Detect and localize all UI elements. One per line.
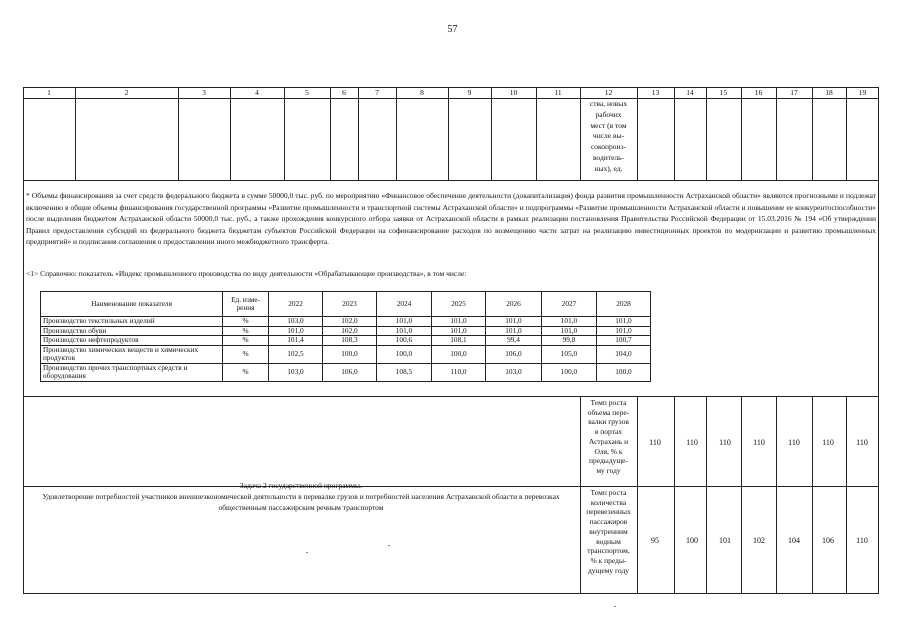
passenger-value: 95 (651, 536, 659, 545)
reference-note: <1> Справочно: показатель «Индекс промышленного производства по виду деятельности «Обрабатывающие производства», в том числе: (26, 269, 467, 278)
column-line (812, 396, 813, 594)
column-line (674, 87, 675, 180)
column-line (846, 396, 847, 594)
cargo-value: 110 (686, 438, 698, 447)
passenger-value: 106 (822, 536, 834, 545)
table-row: Производство прочих транспортных средств и оборудования % 103,0 106,0 108,5 110,0 103,0 100,0 100,0 (41, 363, 651, 381)
passenger-value: 102 (753, 536, 765, 545)
column-line (812, 87, 813, 180)
task-2-block (23, 480, 579, 513)
column-number: 14 (686, 88, 694, 97)
column-number: 13 (651, 88, 660, 97)
scan-speck (306, 552, 308, 553)
column-number: 18 (825, 88, 833, 97)
indicator-label-passengers: Темп роста количества перевезенных пассажиров внутренним водным транспортом, % к преды- дущему году (586, 488, 631, 575)
column-line (637, 87, 638, 180)
column-line (706, 396, 707, 594)
column-line (178, 87, 179, 180)
cargo-value: 110 (856, 438, 868, 447)
column-number: 3 (202, 88, 206, 97)
column-line (536, 87, 537, 180)
task-description: Удовлетворение потребностей участников внешнеэкономической деятельности в перевалке грузов и потребностей населения Астраханской области в перевозках общественным пассажирским речным транспортом (42, 492, 560, 512)
column-number: 12 (604, 88, 613, 97)
cargo-value: 110 (788, 438, 800, 447)
passenger-value: 100 (686, 536, 698, 545)
column-number: 7 (375, 88, 379, 97)
column-line (230, 87, 231, 180)
column-line (448, 87, 449, 180)
indicator-table-header: Наименование показателя Ед. изме-рения 2022 2023 2024 2025 2026 2027 2028 (41, 292, 651, 317)
column-number: 10 (509, 88, 518, 97)
column-line (776, 87, 777, 180)
column-line (637, 396, 638, 594)
column-number: 5 (305, 88, 309, 97)
column-number: 1 (47, 88, 51, 97)
column-number: 17 (790, 88, 798, 97)
scan-speck (614, 606, 616, 607)
table-row: Производство химических веществ и химических продуктов % 102,5 100,0 100,0 100,0 106,0 105,0 104,0 (41, 345, 651, 363)
column-line (330, 87, 331, 180)
table-row: Производство текстильных изделий % 103,0 102,0 101,0 101,0 101,0 101,0 101,0 (41, 317, 651, 327)
column-12-continuation: ства, новых рабочих мест (в том числе вы- сокопроиз- водитель- ных), ед. (589, 99, 628, 173)
task-title: Задача 2 государственной программы. (240, 481, 362, 490)
column-line (358, 87, 359, 180)
table-row: Производство нефтепродуктов % 101,4 108,3 100,6 108,1 99,4 99,8 100,7 (41, 336, 651, 346)
column-line (491, 87, 492, 180)
passenger-value: 104 (788, 536, 800, 545)
indicator-label-cargo: Темп роста объема пере- валки грузов в портах Астрахань и Оля, % к предыдуще- му году (587, 398, 630, 475)
column-number: 9 (467, 88, 472, 97)
cargo-value: 110 (719, 438, 731, 447)
column-line (396, 87, 397, 180)
passenger-value: 110 (856, 536, 868, 545)
column-line (674, 396, 675, 594)
cargo-value: 110 (753, 438, 765, 447)
row-line (23, 98, 879, 99)
row-line (23, 396, 879, 397)
indicator-table (40, 291, 651, 382)
column-line (75, 87, 76, 180)
column-number: 2 (124, 88, 129, 97)
funding-footnote: * Объемы финансирования за счет средств федерального бюджета в сумме 50000,0 тыс. руб. по мероприятию «Финансовое обеспечение деятельности (докапитализация) фонда развития промышленности Астраханской области» являются прогнозными и подлежат включению в общие объемы финансирования государственной программы «Развитие промышленности и транспортной системы Астраханской области» и подпрограммы «Развитие промышленности Астраханской области и повышение ее конкурентоспособности» после выделения бюджетом Астраханской области 50000,0 тыс. руб., а также прохождения конкурсного отбора заявки от Астраханской области в рамках реализации постановления Правительства Российской Федерации от 15.03.2016 № 194 «Об утверждении Правил предоставления субсидий из федерального бюджета бюджетам субъектов Российской Федерации на софинансирование расходов по возмещению части затрат на реализацию инвестиционных проектов по модернизации и развитию промышленных предприятий» и подписания соглашения о предоставлении иного межбюджетного трансферта. (26, 191, 876, 246)
column-line (284, 87, 285, 180)
column-line (741, 87, 742, 180)
column-number: 16 (754, 88, 763, 97)
column-line (846, 87, 847, 180)
column-number: 11 (554, 88, 562, 97)
cargo-value: 110 (649, 438, 661, 447)
column-number: 15 (719, 88, 728, 97)
row-line (23, 180, 879, 181)
column-number: 4 (255, 88, 259, 97)
column-number: 8 (420, 88, 424, 97)
column-line (741, 396, 742, 594)
cargo-value: 110 (822, 438, 834, 447)
table-row: Производство обуви % 101,0 102,0 101,0 101,0 101,0 101,0 101,0 (41, 326, 651, 336)
column-number: 19 (858, 88, 867, 97)
column-number: 6 (342, 88, 346, 97)
column-line (776, 396, 777, 594)
passenger-value: 101 (719, 536, 731, 545)
scan-speck (388, 545, 390, 546)
column-line (706, 87, 707, 180)
page-number: 57 (447, 24, 458, 35)
